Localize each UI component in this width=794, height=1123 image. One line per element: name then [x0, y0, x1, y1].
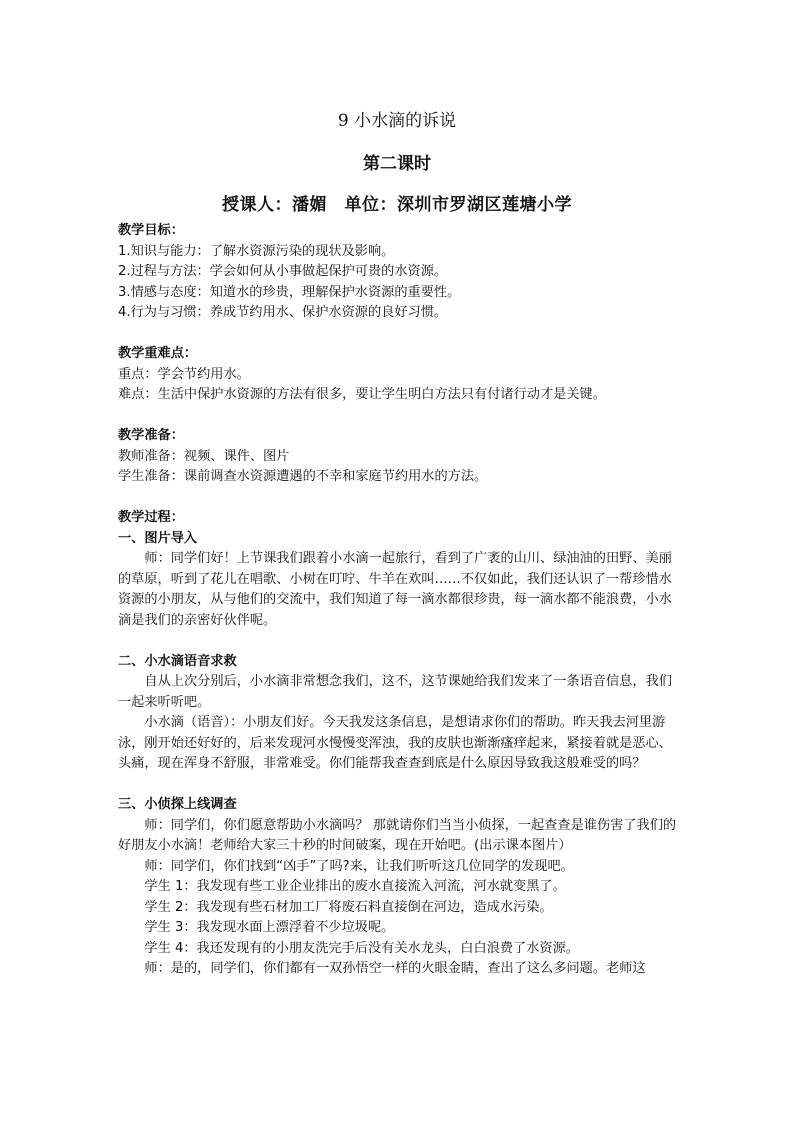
objective-item: 4.行为与习惯：养成节约用水、保护水资源的良好习惯。 [118, 305, 448, 320]
spacer [118, 324, 684, 345]
preparation-item: 学生准备：课前调查水资源遭遇的不幸和家庭节约用水的方法。 [118, 469, 488, 484]
section-title: 二、小水滴语音求救 [118, 653, 237, 669]
paragraph: 自从上次分别后，小水滴非常想念我们，这不，这节课她给我们发来了一条语音信息，我们一起来听听吧。 [118, 674, 672, 710]
spacer [118, 631, 684, 652]
keypoint-item: 重点：学会节约用水。 [118, 366, 250, 382]
document-body [118, 221, 684, 980]
lesson-title: 9 小水滴的诉说 [337, 111, 457, 131]
process-heading: 教学过程： [118, 510, 184, 525]
paragraph: 师：同学们，你们愿意帮助小水滴吗？ 那就请你们当当小侦探，一起查查是谁伤害了我们的好朋友小水滴！老师给大家三十秒的时间破案，现在开始吧。(出示课本图片） [118, 817, 677, 853]
spacer [118, 406, 684, 427]
objective-item: 1.知识与能力：了解水资源污染的现状及影响。 [118, 243, 395, 259]
spacer [118, 488, 684, 509]
paragraph: 小水滴（语音）：小朋友们好。今天我发这条信息，是想请求你们的帮助。昨天我去河里游泳，刚开始还好好的，后来发现河水慢慢变浑浊，我的皮肤也渐渐瘙痒起来，紧接着就是恶心、头痛，现在浑身不舒服，非常难受。你们能帮我查查到底是什么原因导致我这般难受的吗？ [118, 715, 672, 771]
objectives-heading: 教学目标： [118, 223, 184, 238]
objective-item: 2.过程与方法：学会如何从小事做起保护可贵的水资源。 [118, 264, 448, 279]
keypoint-item: 难点：生活中保护水资源的方法有很多，要让学生明白方法只有付诸行动才是关键。 [118, 387, 606, 402]
paragraph: 师：是的，同学们，你们都有一双孙悟空一样的火眼金睛，查出了这么多问题。老师这 [144, 961, 646, 976]
preparation-item: 教师准备：视频、课件、图片 [118, 448, 290, 464]
paragraph: 师：同学们好！上节课我们跟着小水滴一起旅行，看到了广袤的山川、绿油油的田野、美丽的草原，听到了花儿在唱歌、小树在叮咛、牛羊在欢叫……不仅如此，我们还认识了一帮珍惜水资源的小朋友，从与他们的交流中，我们知道了每一滴水都很珍贵，每一滴水都不能浪费，小水滴是我们的亲密好伙伴呢。 [118, 551, 672, 628]
lesson-byline: 授课人：潘媚 单位：深圳市罗湖区莲塘小学 [222, 195, 572, 215]
paragraph: 学生 3：我发现水面上漂浮着不少垃圾呢。 [144, 920, 395, 935]
keypoints-heading: 教学重难点： [118, 346, 198, 361]
section-title: 一、图片导入 [118, 530, 198, 546]
paragraph: 学生 4：我还发现有的小朋友洗完手后没有关水龙头，白白浪费了水资源。 [144, 940, 579, 956]
paragraph: 学生 2：我发现有些石材加工厂将废石料直接倒在河边，造成水污染。 [144, 899, 553, 915]
spacer [118, 775, 684, 796]
paragraph: 师：同学们，你们找到“凶手”了吗?来，让我们听听这几位同学的发现吧。 [144, 858, 574, 874]
objective-item: 3.情感与态度：知道水的珍贵，理解保护水资源的重要性。 [118, 284, 461, 300]
lesson-subtitle: 第二课时 [363, 154, 431, 174]
section-title: 三、小侦探上线调查 [118, 797, 237, 812]
preparation-heading: 教学准备： [118, 428, 184, 443]
paragraph: 学生 1：我发现有些工业企业排出的废水直接流入河流，河水就变黑了。 [144, 879, 566, 894]
